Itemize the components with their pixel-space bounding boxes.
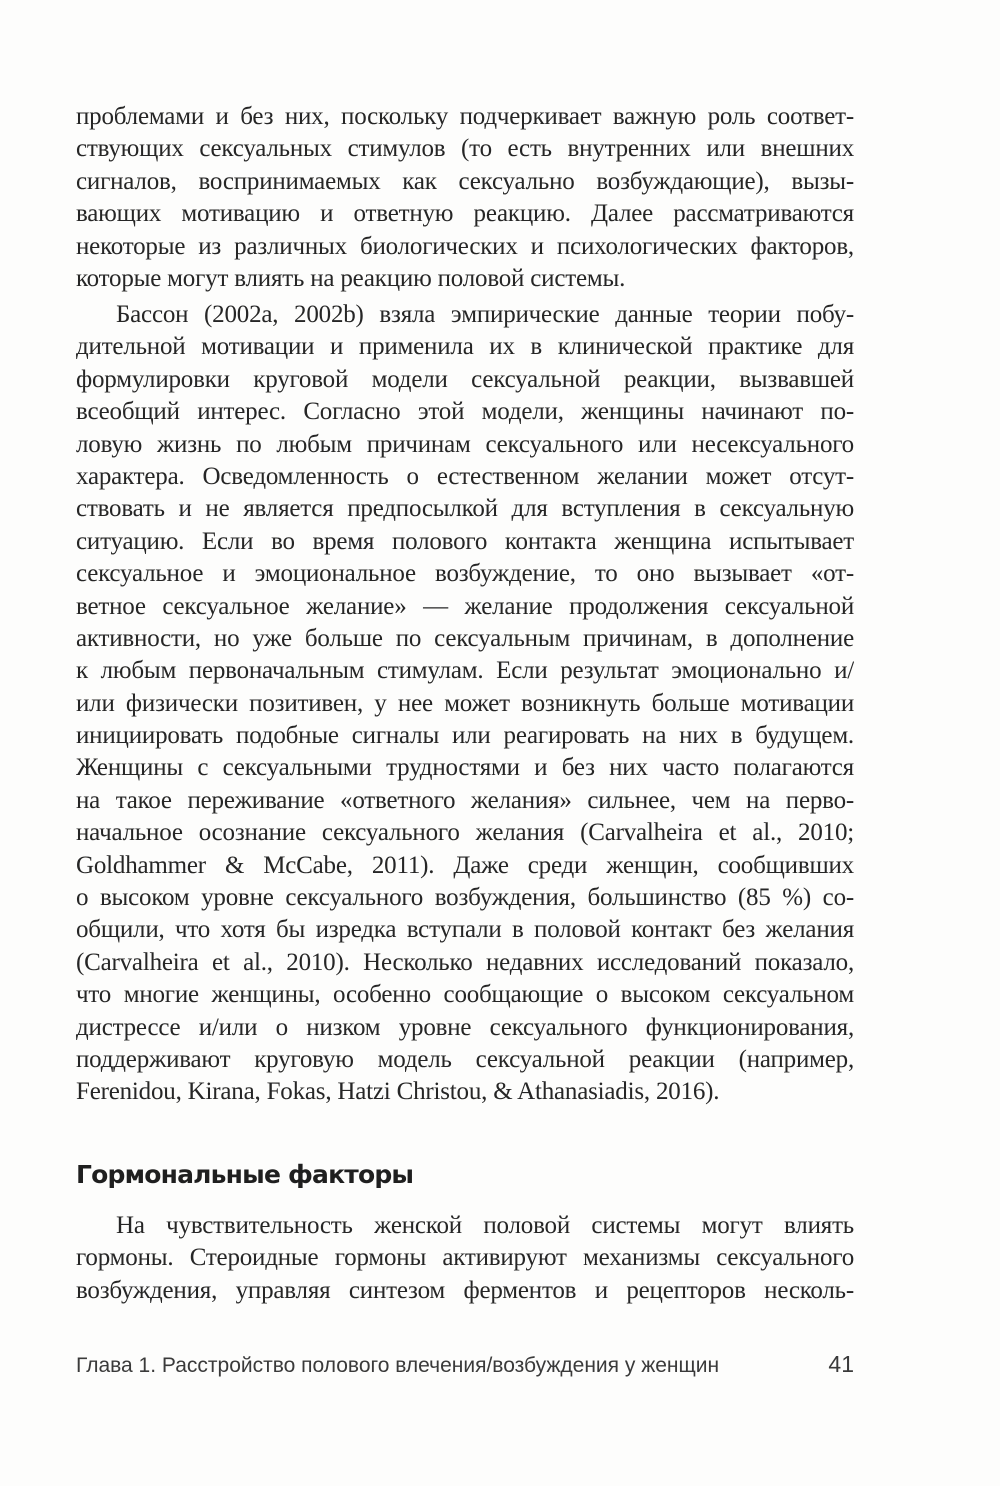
text-line: к любым первоначальным стимулам. Если результат эмоционально и/ xyxy=(76,657,854,685)
text-line: проблемами и без них, поскольку подчеркивает важную роль соответ- xyxy=(76,103,854,130)
text-line: характера. Осведомленность о естественном желании может отсут- xyxy=(76,462,854,490)
text-line: (Carvalheira et al., 2010). Несколько недавних исследований показало, xyxy=(76,948,854,976)
text-line: или физически позитивен, у нее может возникнуть больше мотивации xyxy=(76,689,854,717)
text-line: формулировки круговой модели сексуальной реакции, вызвавшей xyxy=(76,365,854,393)
text-line: которые могут влиять на реакцию половой системы. xyxy=(76,264,626,292)
text-line: о высоком уровне сексуального возбуждения, большинство (85 %) со- xyxy=(76,884,854,912)
paragraph-hormonal-factors xyxy=(76,1210,854,1307)
text-line: ствующих сексуальных стимулов (то есть внутренних или внешних xyxy=(76,135,854,163)
text-line: ситуацию. Если во время полового контакта женщина испытывает xyxy=(76,527,854,555)
text-line: гормоны. Стероидные гормоны активируют механизмы сексуального xyxy=(76,1244,854,1272)
text-line: вающих мотивацию и ответную реакцию. Далее рассматриваются xyxy=(76,200,854,228)
text-line: Бассон (2002a, 2002b) взяла эмпирические данные теории побу- xyxy=(116,301,854,328)
running-footer-chapter: Глава 1. Расстройство полового влечения/возбуждения у женщин xyxy=(76,1354,720,1377)
text-line: всеобщий интерес. Согласно этой модели, женщины начинают по- xyxy=(76,398,854,426)
text-line: ствовать и не является предпосылкой для вступления в сексуальную xyxy=(76,495,854,523)
text-line: Goldhammer & McCabe, 2011). Даже среди женщин, сообщивших xyxy=(76,851,854,879)
text-line: Женщины с сексуальными трудностями и без них часто полагаются xyxy=(76,754,854,782)
text-line: что многие женщины, особенно сообщающие о высоком сексуальном xyxy=(76,981,854,1009)
text-line: дительной мотивации и применила их в клинической практике для xyxy=(76,333,854,361)
text-line: ловую жизнь по любым причинам сексуального или несексуального xyxy=(76,430,854,458)
text-line: поддерживают круговую модель сексуальной реакции (например, xyxy=(76,1045,854,1073)
text-line: начальное осознание сексуального желания (Carvalheira et al., 2010; xyxy=(76,819,854,847)
text-line: инициировать подобные сигналы или реагировать на них в будущем. xyxy=(76,722,854,750)
paragraph-continuation xyxy=(76,101,854,295)
text-line: возбуждения, управляя синтезом ферментов и рецепторов несколь- xyxy=(76,1276,854,1304)
text-line: некоторые из различных биологических и психологических факторов, xyxy=(76,232,854,260)
text-line: общили, что хотя бы изредка вступали в половой контакт без желания xyxy=(76,916,854,944)
section-heading: Гормональные факторы xyxy=(76,1160,414,1189)
text-line: на такое переживание «ответного желания» сильнее, чем на перво- xyxy=(76,786,854,814)
text-line: сексуальное и эмоциональное возбуждение, то оно вызывает «от- xyxy=(76,560,854,588)
page-number: 41 xyxy=(828,1351,854,1377)
text-line: сигналов, воспринимаемых как сексуально возбуждающие), вызы- xyxy=(76,167,854,195)
paragraph-basson-model xyxy=(76,299,854,1109)
text-line: активности, но уже больше по сексуальным причинам, в дополнение xyxy=(76,624,854,652)
text-line: Ferenidou, Kirana, Fokas, Hatzi Christou, & Athanasiadis, 2016). xyxy=(76,1078,720,1106)
text-line: На чувствительность женской половой системы могут влиять xyxy=(116,1212,854,1239)
text-line: дистрессе и/или о низком уровне сексуального функционирования, xyxy=(76,1013,854,1041)
text-line: ветное сексуальное желание» — желание продолжения сексуальной xyxy=(76,592,854,620)
